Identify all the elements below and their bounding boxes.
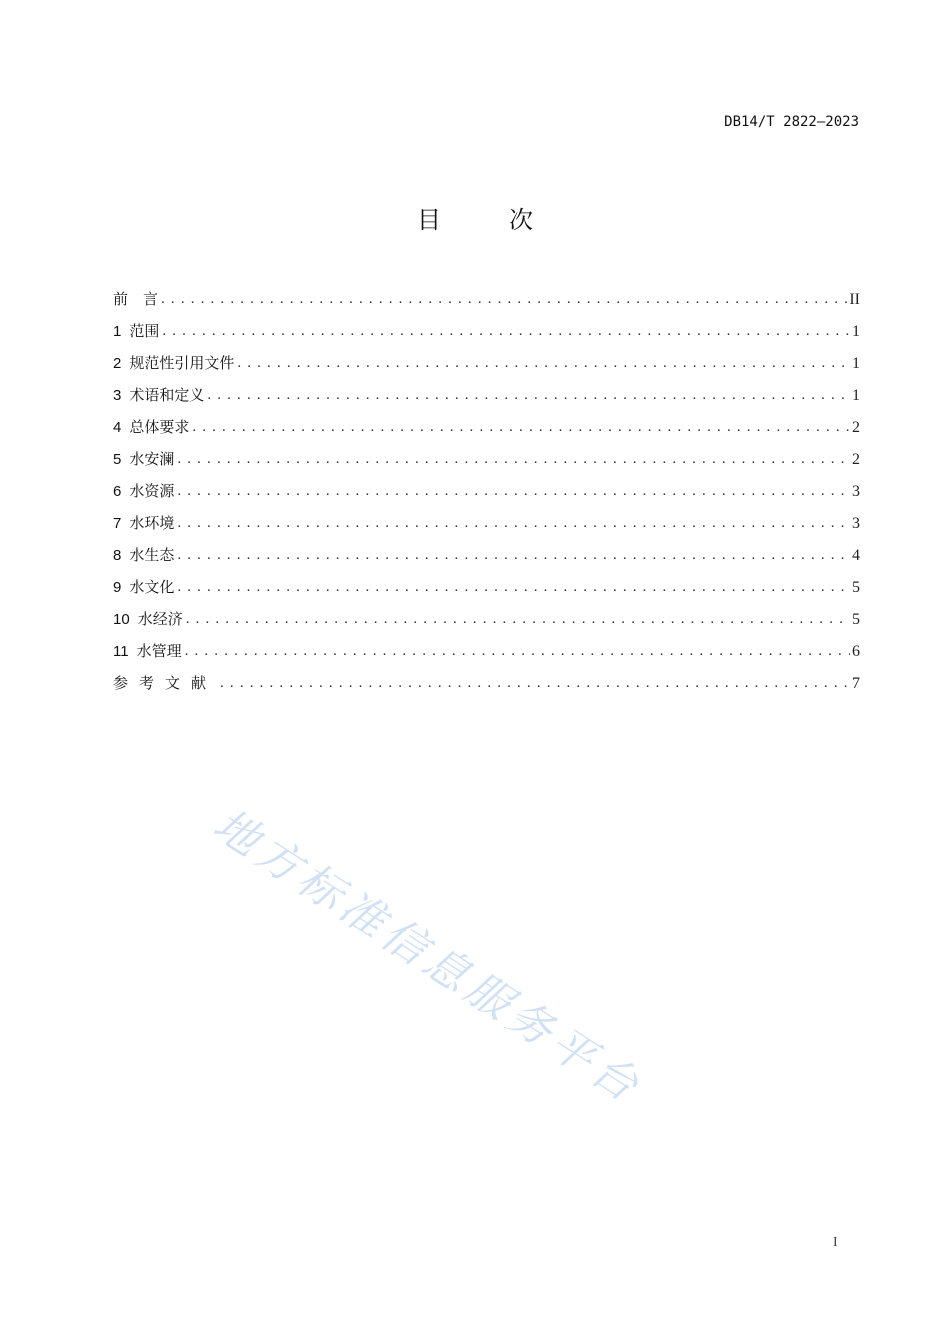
toc-entry-page: 3 xyxy=(852,515,860,532)
table-of-contents xyxy=(113,286,860,702)
standard-code: DB14/T 2822—2023 xyxy=(724,114,859,130)
dot-leader xyxy=(237,349,850,376)
toc-entry-label: 水生态 xyxy=(129,546,175,564)
toc-entry-number: 10 xyxy=(113,611,130,628)
toc-entry-scope[interactable] xyxy=(113,318,860,350)
toc-entry-label: 总体要求 xyxy=(129,418,190,436)
toc-entry-water-resources[interactable] xyxy=(113,478,860,510)
toc-entry-label: 水文化 xyxy=(129,578,175,596)
toc-entry-page: 7 xyxy=(852,675,860,692)
dot-leader xyxy=(186,605,850,632)
toc-entry-water-culture[interactable] xyxy=(113,574,860,606)
toc-entry-label: 水资源 xyxy=(129,482,175,500)
toc-entry-foreword[interactable] xyxy=(113,286,860,318)
toc-entry-water-management[interactable] xyxy=(113,638,860,670)
toc-entry-page: 5 xyxy=(852,611,860,628)
toc-entry-number: 9 xyxy=(113,579,122,596)
toc-entry-page: 1 xyxy=(852,323,860,340)
toc-entry-number: 6 xyxy=(113,483,122,500)
toc-entry-water-economy[interactable] xyxy=(113,606,860,638)
dot-leader xyxy=(177,541,850,568)
page-number: I xyxy=(833,1235,838,1250)
toc-entry-water-environment[interactable] xyxy=(113,510,860,542)
dot-leader xyxy=(161,285,847,312)
toc-entry-water-ecology[interactable] xyxy=(113,542,860,574)
toc-entry-terms-definitions[interactable] xyxy=(113,382,860,414)
toc-entry-label: 术语和定义 xyxy=(129,386,205,404)
toc-entry-page: 6 xyxy=(852,643,860,660)
toc-entry-number: 4 xyxy=(113,419,122,436)
dot-leader xyxy=(177,509,850,536)
toc-entry-number: 11 xyxy=(113,643,129,660)
toc-entry-label: 范围 xyxy=(129,322,160,340)
toc-entry-normative-references[interactable] xyxy=(113,350,860,382)
toc-entry-number: 7 xyxy=(113,515,122,532)
toc-entry-page: II xyxy=(849,291,860,308)
dot-leader xyxy=(177,445,850,472)
dot-leader xyxy=(185,637,850,664)
dot-leader xyxy=(162,317,850,344)
toc-entry-label: 参考文献 xyxy=(113,674,218,692)
toc-entry-number: 2 xyxy=(113,355,122,372)
toc-entry-label: 前 言 xyxy=(113,290,159,308)
dot-leader xyxy=(192,413,850,440)
toc-entry-page: 5 xyxy=(852,579,860,596)
toc-entry-number: 1 xyxy=(113,323,122,340)
dot-leader xyxy=(220,669,850,696)
toc-entry-general-requirements[interactable] xyxy=(113,414,860,446)
toc-entry-page: 1 xyxy=(852,387,860,404)
toc-entry-page: 4 xyxy=(852,547,860,564)
toc-entry-label: 水经济 xyxy=(137,610,183,628)
dot-leader xyxy=(177,477,850,504)
toc-entry-number: 3 xyxy=(113,387,122,404)
page-title: 目 次 xyxy=(417,206,555,234)
toc-entry-label: 水环境 xyxy=(129,514,175,532)
toc-entry-label: 规范性引用文件 xyxy=(129,354,235,372)
toc-entry-page: 3 xyxy=(852,483,860,500)
toc-entry-bibliography[interactable] xyxy=(113,670,860,702)
toc-entry-water-safety[interactable] xyxy=(113,446,860,478)
dot-leader xyxy=(207,381,850,408)
toc-entry-page: 2 xyxy=(852,419,860,436)
toc-entry-page: 2 xyxy=(852,451,860,468)
toc-entry-label: 水管理 xyxy=(136,642,182,660)
toc-entry-number: 5 xyxy=(113,451,122,468)
toc-entry-label: 水安澜 xyxy=(129,450,175,468)
toc-entry-page: 1 xyxy=(852,355,860,372)
toc-entry-number: 8 xyxy=(113,547,122,564)
dot-leader xyxy=(177,573,850,600)
watermark: 地方标准信息服务平台 xyxy=(204,799,652,1115)
